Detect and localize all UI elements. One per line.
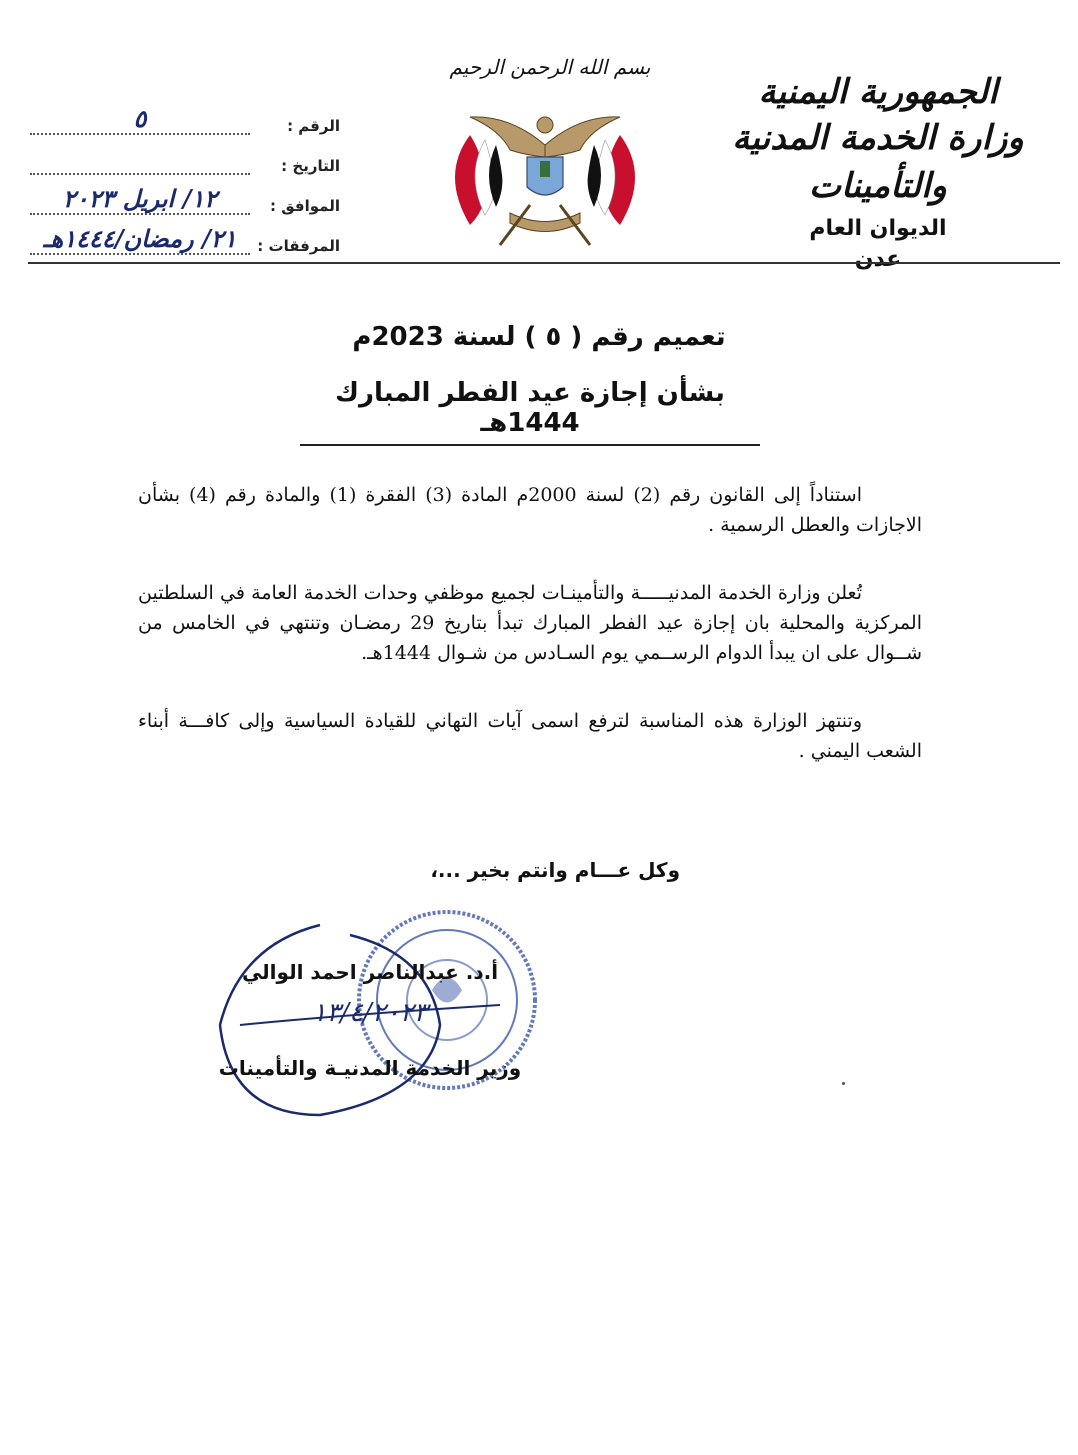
field-value: ٥ xyxy=(30,107,250,135)
signatory-name: أ.د. عبدالناصر احمد الوالي xyxy=(241,960,499,984)
field-label: التاريخ : xyxy=(281,157,340,175)
signatory-title: وزير الخدمة المدنيـة والتأمينات xyxy=(218,1056,522,1080)
field-label: الرقم : xyxy=(287,117,340,135)
signature-date: ١٣/٤/٢٠٢٣ xyxy=(312,998,428,1028)
field-corresponding xyxy=(30,175,340,215)
field-value: ١٢/ ابريل ٢٠٢٣ xyxy=(30,187,250,215)
document-body xyxy=(138,480,922,804)
field-date xyxy=(30,135,340,175)
paragraph-greetings: وتنتهز الوزارة هذه المناسبة لترفع اسمى آيات التهاني للقيادة السياسية وإلى كافـــة أبناء الشعب اليمني . xyxy=(138,710,922,762)
paragraph-announcement: تُعلن وزارة الخدمة المدنيـــــة والتأمينـات لجميع موظفي وحدات الخدمة العامة في السلطتين المركزية والمحلية بان إجازة عيد الفطر المبارك تبدأ بتاريخ 29 رمضـان وتنتهي في الخامس من شــوال على ان يبدأ الدوام الرســمي يوم السـادس من شـوال 1444هـ. xyxy=(138,582,922,664)
field-label: المرفقات : xyxy=(257,237,340,255)
field-attachments xyxy=(30,215,340,255)
reference-fields xyxy=(30,95,340,255)
closing-line: وكل عـــام وانتم بخير ...، xyxy=(430,858,680,882)
yemen-emblem-icon xyxy=(430,95,660,255)
field-value xyxy=(30,147,250,175)
signature-block xyxy=(160,960,580,1080)
city-name: عدن xyxy=(854,247,902,272)
ministry-name: وزارة الخدمة المدنية والتأمينات xyxy=(732,118,1024,206)
field-label: الموافق : xyxy=(270,197,340,215)
country-name: الجمهورية اليمنية xyxy=(758,72,998,112)
field-value: ٢١/ رمضان/١٤٤٤هـ xyxy=(30,227,250,255)
circular-subject: بشأن إجازة عيد الفطر المبارك 1444هـ xyxy=(300,378,760,446)
department-name: الديوان العام xyxy=(809,216,947,241)
stray-mark xyxy=(842,1082,845,1085)
circular-title: تعميم رقم ( ٥ ) لسنة 2023م xyxy=(352,322,726,352)
basmala: بسم الله الرحمن الرحيم xyxy=(449,55,651,79)
ministry-header xyxy=(718,70,1038,272)
paragraph-legal-basis: استناداً إلى القانون رقم (2) لسنة 2000م المادة (3) الفقرة (1) والمادة رقم (4) بشأن الاجازات والعطل الرسمية . xyxy=(138,484,922,536)
field-number xyxy=(30,95,340,135)
header-divider xyxy=(28,262,1060,264)
